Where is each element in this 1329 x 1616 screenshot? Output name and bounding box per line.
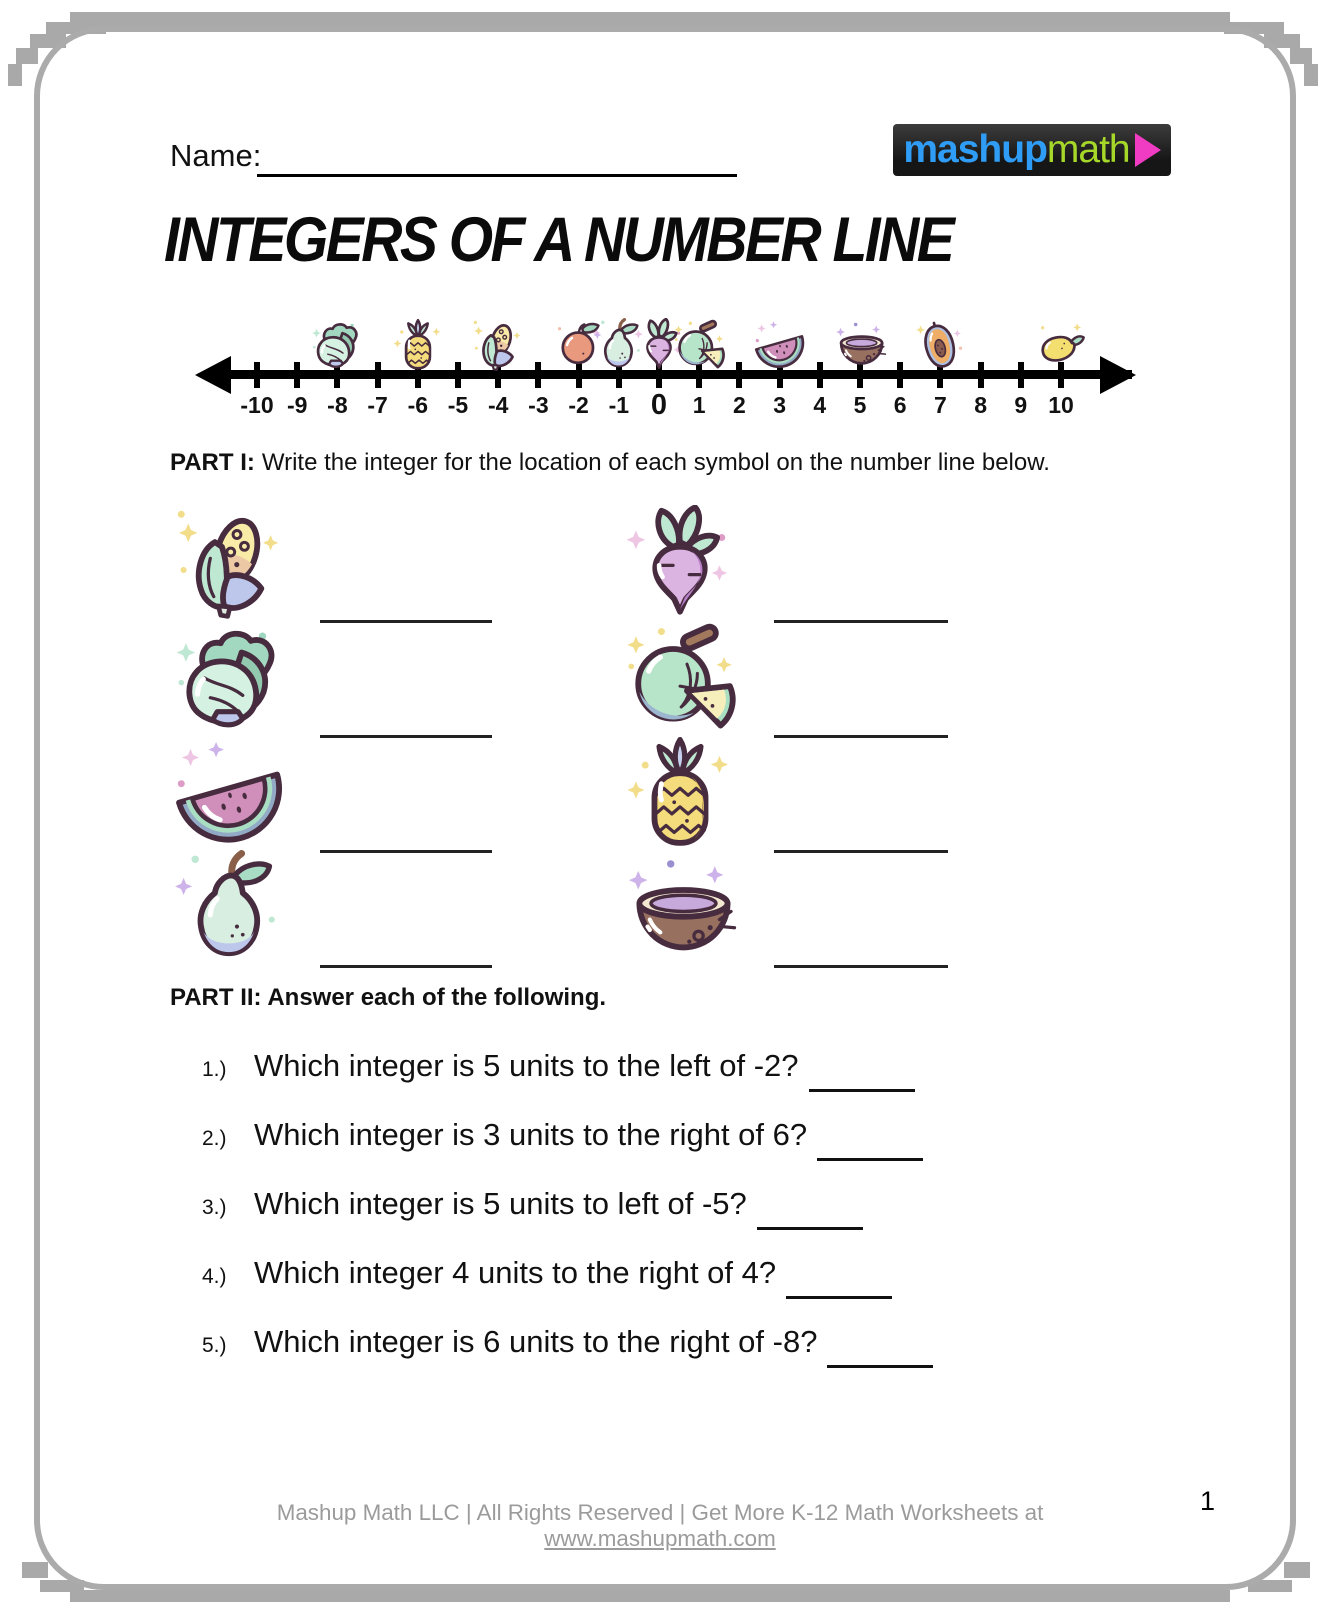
tick-label: 5 [853,392,867,418]
tick-label: -6 [407,392,429,418]
tick-label: 4 [813,392,827,418]
coconut-icon [622,850,738,966]
question-text: Which integer is 6 units to the right of -8? [254,1324,818,1359]
question-row [202,1324,1202,1368]
tick-label: -7 [367,392,388,418]
tick-label: -9 [286,392,308,418]
scan-artifact [1290,48,1312,64]
watermelon-icon [172,735,288,851]
logo-word-mashup: mashup [903,128,1047,171]
part1-item-row [172,738,632,853]
part1-left-column [172,508,632,976]
tick-label: -8 [327,392,348,418]
answer-blank-line[interactable] [786,1260,892,1299]
question-row [202,1117,1202,1161]
question-number: 1.) [202,1058,227,1081]
name-label: Name: [170,138,262,173]
pineapple-icon [622,735,738,851]
answer-blank-line[interactable] [757,1191,863,1230]
part1-item-row [172,508,632,623]
tick-label: 9 [1014,392,1028,418]
part1-item-row [172,853,632,968]
question-text: Which integer 4 units to the right of 4? [254,1255,777,1290]
question-number: 2.) [202,1127,227,1150]
tick-label: 0 [650,389,668,421]
part1-right-column [622,508,1082,976]
name-blank-line[interactable] [257,146,737,177]
question-text: Which integer is 5 units to the left of -2? [254,1048,799,1083]
part1-item-row [172,623,632,738]
tick-label: -5 [447,392,469,418]
part1-heading-text: Write the integer for the location of each symbol on the number line below. [261,449,1050,476]
tick-label: 7 [933,392,947,418]
cabbage-icon [172,620,288,736]
melon-icon [622,620,738,736]
footer-link[interactable]: www.mashupmath.com [544,1526,776,1551]
question-number: 5.) [202,1334,227,1357]
part1-item-row [622,623,1082,738]
part1-item-row [622,738,1082,853]
mashupmath-logo [893,124,1171,176]
scan-artifact [8,64,22,86]
footer-text: Mashup Math LLC | All Rights Reserved | Get More K-12 Math Worksheets at [276,1500,1044,1525]
tick-label: 10 [1048,392,1074,418]
question-row [202,1048,1202,1092]
tick-label: -3 [528,392,549,418]
answer-blank-line[interactable] [817,1122,923,1161]
scan-artifact [70,12,1230,26]
tick-label: 2 [732,392,746,418]
tick-label: 8 [974,392,987,418]
answer-blank-line[interactable] [320,965,492,968]
scan-artifact [70,1590,1230,1602]
question-number: 3.) [202,1196,227,1219]
radish-icon [622,505,738,621]
question-number: 4.) [202,1265,227,1288]
page-number: 1 [1200,1486,1216,1516]
scan-artifact [1304,64,1318,86]
scan-artifact [1284,1562,1310,1578]
tick-label: 3 [773,392,786,418]
tick-label: -4 [487,392,509,418]
question-text: Which integer is 5 units to left of -5? [254,1186,747,1221]
part1-item-row [622,853,1082,968]
answer-blank-line[interactable] [827,1329,933,1368]
question-row [202,1255,1202,1299]
tick-label: -10 [240,392,274,418]
play-triangle-icon [1135,133,1161,167]
part1-item-row [622,508,1082,623]
tick-label: 6 [893,392,907,418]
part2-heading: PART II: Answer each of the following. [170,984,607,1011]
scan-artifact [16,48,38,64]
logo-word-math: math [1046,128,1130,171]
part1-heading [170,449,1050,477]
worksheet-title: INTEGERS OF A NUMBER LINE [164,205,953,276]
question-row [202,1186,1202,1230]
pear-icon [172,850,288,966]
answer-blank-line[interactable] [809,1053,915,1092]
answer-blank-line[interactable] [774,965,948,968]
footer [170,1500,1150,1552]
tick-label: -2 [568,392,589,418]
part2-questions [202,1048,1202,1393]
tick-label: -1 [608,392,630,418]
part1-heading-label: PART I: [170,449,255,476]
scan-artifact [22,1562,48,1578]
tick-label: 1 [692,392,706,418]
corn-icon [172,505,288,621]
question-text: Which integer is 3 units to the right of 6? [254,1117,808,1152]
